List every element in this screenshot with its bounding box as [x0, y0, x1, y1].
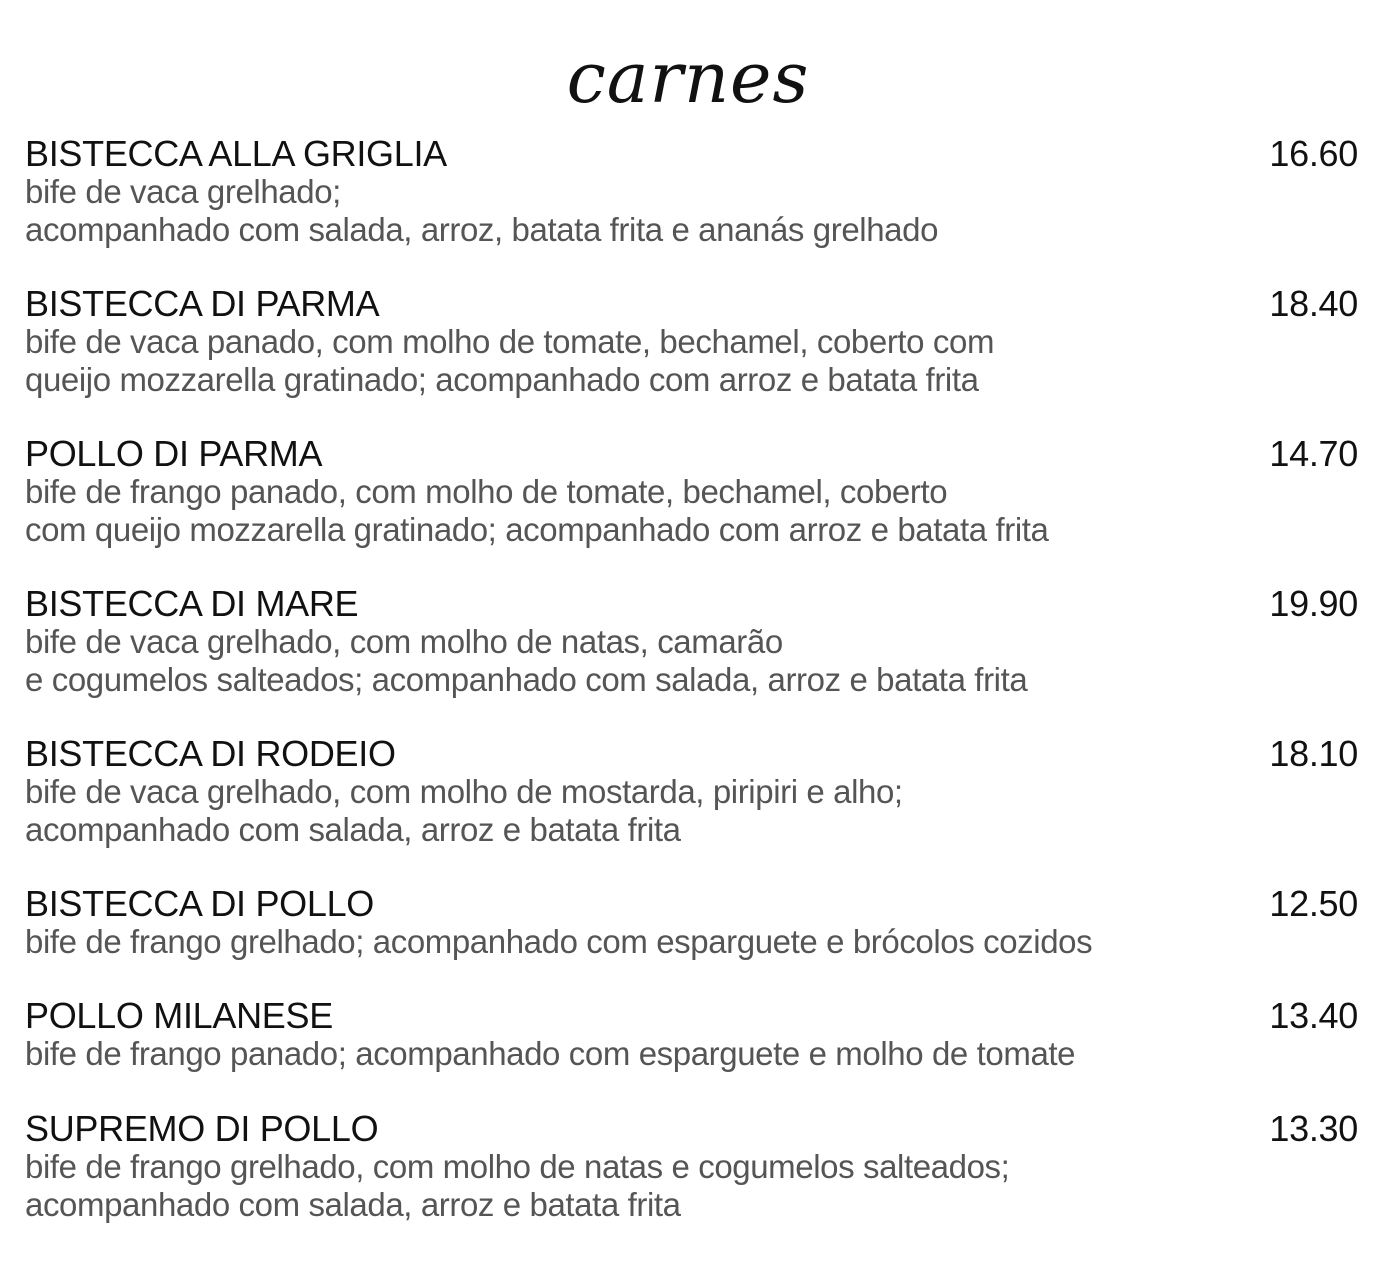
menu-item-header [25, 585, 1358, 623]
menu-item-header [25, 435, 1358, 473]
menu-item-price: 18.40 [1269, 283, 1358, 324]
menu-item-price: 13.40 [1269, 995, 1358, 1036]
menu-item [25, 135, 1358, 249]
menu-item-header [25, 1110, 1358, 1148]
menu-item [25, 285, 1358, 399]
menu-item-description [25, 1035, 1358, 1073]
menu-item-description [25, 1148, 1358, 1224]
menu-item-name: BISTECCA ALLA GRIGLIA [25, 133, 447, 174]
menu-item-description-line: acompanhado com salada, arroz, batata frita e ananás grelhado [25, 211, 939, 248]
menu-item-description-line: bife de frango panado, com molho de tomate, bechamel, coberto [25, 473, 948, 510]
menu-item-name: BISTECCA DI POLLO [25, 883, 375, 924]
menu-item [25, 435, 1358, 549]
menu-item-description-line: queijo mozzarella gratinado; acompanhado com arroz e batata frita [25, 361, 979, 398]
menu-item [25, 997, 1358, 1073]
menu-item-description-line: acompanhado com salada, arroz e batata frita [25, 811, 681, 848]
menu-item-description [25, 473, 1358, 549]
menu-item-name: BISTECCA DI PARMA [25, 283, 380, 324]
menu-item-description [25, 173, 1358, 249]
menu-item-description-line: bife de vaca grelhado, com molho de natas, camarão [25, 623, 783, 660]
menu-item-price: 16.60 [1269, 133, 1358, 174]
menu-item-description [25, 773, 1358, 849]
menu-item-price: 14.70 [1269, 433, 1358, 474]
menu-item-header [25, 285, 1358, 323]
menu-item [25, 585, 1358, 699]
menu-item-description-line: bife de frango grelhado, com molho de natas e cogumelos salteados; [25, 1148, 1010, 1185]
menu-item-name: SUPREMO DI POLLO [25, 1108, 379, 1149]
menu-item-name: BISTECCA DI MARE [25, 583, 359, 624]
menu-item [25, 1110, 1358, 1224]
menu-item [25, 885, 1358, 961]
section-title: carnes [566, 37, 810, 119]
menu-item-description-line: acompanhado com salada, arroz e batata frita [25, 1186, 681, 1223]
menu-item-price: 13.30 [1269, 1108, 1358, 1149]
menu-item-description-line: bife de vaca grelhado, com molho de mostarda, piripiri e alho; [25, 773, 903, 810]
menu-item-price: 18.10 [1269, 733, 1358, 774]
menu-item-description [25, 323, 1358, 399]
menu-item-description-line: bife de frango grelhado; acompanhado com esparguete e brócolos cozidos [25, 923, 1093, 960]
menu-item-description-line: bife de frango panado; acompanhado com esparguete e molho de tomate [25, 1035, 1076, 1072]
menu-item-name: BISTECCA DI RODEIO [25, 733, 396, 774]
menu-item-price: 12.50 [1269, 883, 1358, 924]
menu-item-description-line: bife de vaca panado, com molho de tomate, bechamel, coberto com [25, 323, 995, 360]
menu-item-header [25, 735, 1358, 773]
menu-item-description-line: e cogumelos salteados; acompanhado com salada, arroz e batata frita [25, 661, 1028, 698]
menu-item-name: POLLO MILANESE [25, 995, 333, 1036]
menu-item-header [25, 135, 1358, 173]
menu-item-header [25, 997, 1358, 1035]
menu-item-price: 19.90 [1269, 583, 1358, 624]
menu-item-description-line: com queijo mozzarella gratinado; acompanhado com arroz e batata frita [25, 511, 1049, 548]
menu-item-header [25, 885, 1358, 923]
menu-item-description [25, 923, 1358, 961]
menu-item [25, 735, 1358, 849]
menu-item-name: POLLO DI PARMA [25, 433, 323, 474]
menu-item-description [25, 623, 1358, 699]
menu-item-description-line: bife de vaca grelhado; [25, 173, 341, 210]
